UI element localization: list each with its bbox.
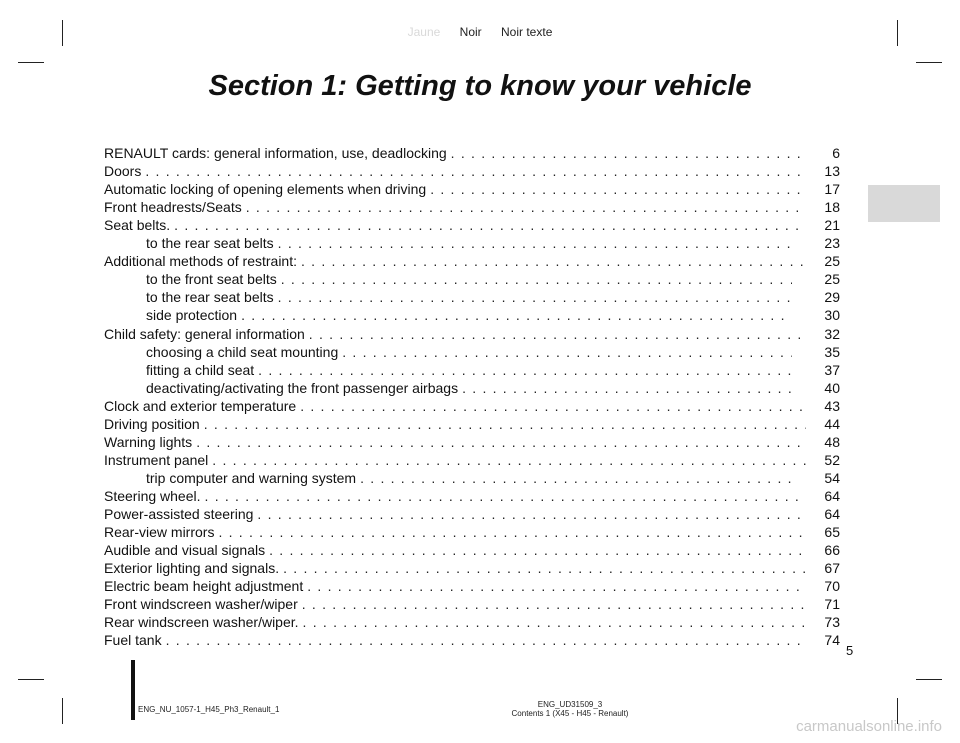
- toc-entry[interactable]: [104, 577, 840, 595]
- toc-leader-dots: [300, 397, 806, 415]
- mark-jaune: Jaune: [407, 25, 441, 39]
- toc-entry-page: 21: [824, 217, 840, 234]
- crop-mark: [62, 698, 63, 724]
- toc-entry[interactable]: [104, 270, 840, 288]
- toc-entry-page: 71: [824, 596, 840, 613]
- toc-entry-label: to the rear seat belts: [146, 235, 274, 252]
- footer-right: [470, 700, 670, 718]
- toc-leader-dots: [301, 252, 806, 270]
- crop-mark: [18, 679, 44, 680]
- toc-entry-page: 25: [824, 271, 840, 288]
- toc-entry-label: RENAULT cards: general information, use, deadlocking: [104, 145, 447, 162]
- toc-entry-page: 48: [824, 433, 840, 450]
- toc-entry-label: side protection: [146, 307, 238, 324]
- toc-entry-label: trip computer and warning system: [146, 469, 357, 486]
- toc-entry[interactable]: [104, 487, 840, 505]
- toc-entry[interactable]: [104, 162, 840, 180]
- toc-entry-page: 73: [824, 614, 840, 631]
- toc-leader-dots: [278, 234, 792, 252]
- toc-entry-label: to the front seat belts: [146, 271, 277, 288]
- toc-entry-label: Seat belts.: [104, 217, 171, 234]
- toc-entry[interactable]: [104, 144, 840, 162]
- toc-entry[interactable]: [104, 379, 840, 397]
- toc-entry-label: Front headrests/Seats: [104, 199, 242, 216]
- toc-entry[interactable]: [104, 505, 840, 523]
- toc-entry[interactable]: [104, 361, 840, 379]
- toc-entry[interactable]: [104, 343, 840, 361]
- toc-leader-dots: [303, 613, 806, 631]
- toc-entry-page: 35: [824, 343, 840, 360]
- toc-entry[interactable]: [104, 324, 840, 342]
- toc-entry-label: Automatic locking of opening elements when driving: [104, 181, 427, 198]
- toc-entry-page: 44: [824, 415, 840, 432]
- toc-entry-label: Driving position: [104, 415, 200, 432]
- watermark: carmanualsonline.info: [796, 718, 942, 735]
- toc-entry-page: 32: [824, 325, 840, 342]
- footer-right-line2: Contents 1 (X45 - H45 - Renault): [511, 709, 629, 718]
- toc-entry[interactable]: [104, 306, 840, 324]
- toc-entry-label: Audible and visual signals: [104, 542, 266, 559]
- toc-entry-page: 67: [824, 560, 840, 577]
- toc-entry-label: Additional methods of restraint:: [104, 253, 297, 270]
- toc-leader-dots: [281, 270, 792, 288]
- toc-entry[interactable]: [104, 216, 840, 234]
- mark-noir: Noir: [459, 25, 482, 39]
- toc-leader-dots: [451, 144, 806, 162]
- crop-mark: [916, 62, 942, 63]
- toc-leader-dots: [218, 523, 806, 541]
- toc-entry[interactable]: [104, 288, 840, 306]
- toc-leader-dots: [309, 325, 806, 343]
- toc-entry-page: 17: [824, 181, 840, 198]
- toc-entry-page: 13: [824, 163, 840, 180]
- toc-entry-label: to the rear seat belts: [146, 289, 274, 306]
- toc-entry[interactable]: [104, 198, 840, 216]
- toc-entry-label: fitting a child seat: [146, 361, 255, 378]
- toc-entry-label: Power-assisted steering: [104, 505, 254, 522]
- toc-entry-label: Electric beam height adjustment: [104, 578, 304, 595]
- toc-leader-dots: [205, 487, 806, 505]
- toc-leader-dots: [212, 451, 806, 469]
- toc-entry[interactable]: [104, 234, 840, 252]
- crop-mark: [916, 679, 942, 680]
- toc-entry-page: 65: [824, 524, 840, 541]
- toc-entry[interactable]: [104, 631, 840, 649]
- toc-leader-dots: [196, 433, 806, 451]
- toc-entry-label: Rear-view mirrors: [104, 524, 215, 541]
- toc-leader-dots: [257, 505, 806, 523]
- toc-leader-dots: [204, 415, 806, 433]
- toc-entry-page: 52: [824, 451, 840, 468]
- toc-entry-page: 25: [824, 253, 840, 270]
- toc-leader-dots: [145, 162, 806, 180]
- toc-leader-dots: [462, 379, 792, 397]
- section-tab: [868, 185, 940, 222]
- toc-entry-label: Instrument panel: [104, 451, 209, 468]
- toc-leader-dots: [269, 541, 806, 559]
- toc-leader-dots: [430, 180, 806, 198]
- toc-entry[interactable]: [104, 613, 840, 631]
- toc-entry[interactable]: [104, 252, 840, 270]
- toc-entry[interactable]: [104, 180, 840, 198]
- mark-noir-texte: Noir texte: [501, 25, 553, 39]
- toc-entry[interactable]: [104, 433, 840, 451]
- page-title: Section 1: Getting to know your vehicle: [208, 70, 752, 102]
- toc-entry-label: deactivating/activating the front passenger airbags: [146, 379, 459, 396]
- toc-entry-page: 64: [824, 487, 840, 504]
- toc-entry-page: 70: [824, 578, 840, 595]
- toc-entry-page: 6: [832, 145, 840, 162]
- toc-entry-label: Exterior lighting and signals.: [104, 560, 280, 577]
- toc-entry[interactable]: [104, 469, 840, 487]
- toc-entry[interactable]: [104, 541, 840, 559]
- toc-leader-dots: [342, 343, 792, 361]
- toc-entry-page: 29: [824, 289, 840, 306]
- registration-bar: [131, 660, 135, 720]
- toc-entry-label: Rear windscreen washer/wiper.: [104, 614, 299, 631]
- toc-entry-label: Child safety: general information: [104, 325, 305, 342]
- toc-entry[interactable]: [104, 451, 840, 469]
- toc-entry-page: 54: [824, 469, 840, 486]
- toc-entry-page: 23: [824, 235, 840, 252]
- toc-entry-page: 64: [824, 505, 840, 522]
- toc-entry-label: Clock and exterior temperature: [104, 397, 297, 414]
- toc-entry-label: Doors: [104, 163, 142, 180]
- table-of-contents: [104, 144, 840, 649]
- toc-entry-label: Warning lights: [104, 433, 193, 450]
- toc-entry-page: 66: [824, 542, 840, 559]
- toc-leader-dots: [360, 469, 792, 487]
- toc-entry-page: 43: [824, 397, 840, 414]
- toc-leader-dots: [174, 216, 806, 234]
- toc-leader-dots: [246, 198, 806, 216]
- page-number: 5: [846, 643, 854, 658]
- footer-left: ENG_NU_1057-1_H45_Ph3_Renault_1: [138, 705, 280, 714]
- toc-leader-dots: [283, 559, 806, 577]
- toc-entry[interactable]: [104, 415, 840, 433]
- toc-entry-page: 37: [824, 361, 840, 378]
- toc-entry-label: Fuel tank: [104, 632, 162, 649]
- toc-leader-dots: [302, 595, 806, 613]
- toc-entry[interactable]: [104, 559, 840, 577]
- toc-leader-dots: [258, 361, 792, 379]
- print-color-marks: [0, 25, 960, 39]
- toc-leader-dots: [278, 288, 792, 306]
- crop-mark: [18, 62, 44, 63]
- toc-entry-page: 74: [824, 632, 840, 649]
- toc-entry[interactable]: [104, 397, 840, 415]
- toc-entry[interactable]: [104, 595, 840, 613]
- toc-entry[interactable]: [104, 523, 840, 541]
- toc-entry-page: 40: [824, 379, 840, 396]
- toc-entry-label: Steering wheel.: [104, 487, 201, 504]
- toc-entry-label: choosing a child seat mounting: [146, 343, 339, 360]
- toc-leader-dots: [166, 631, 806, 649]
- toc-leader-dots: [241, 306, 792, 324]
- toc-entry-page: 30: [824, 307, 840, 324]
- toc-entry-label: Front windscreen washer/wiper: [104, 596, 298, 613]
- toc-leader-dots: [307, 577, 806, 595]
- footer-right-line1: ENG_UD31509_3: [537, 700, 603, 709]
- toc-entry-page: 18: [824, 199, 840, 216]
